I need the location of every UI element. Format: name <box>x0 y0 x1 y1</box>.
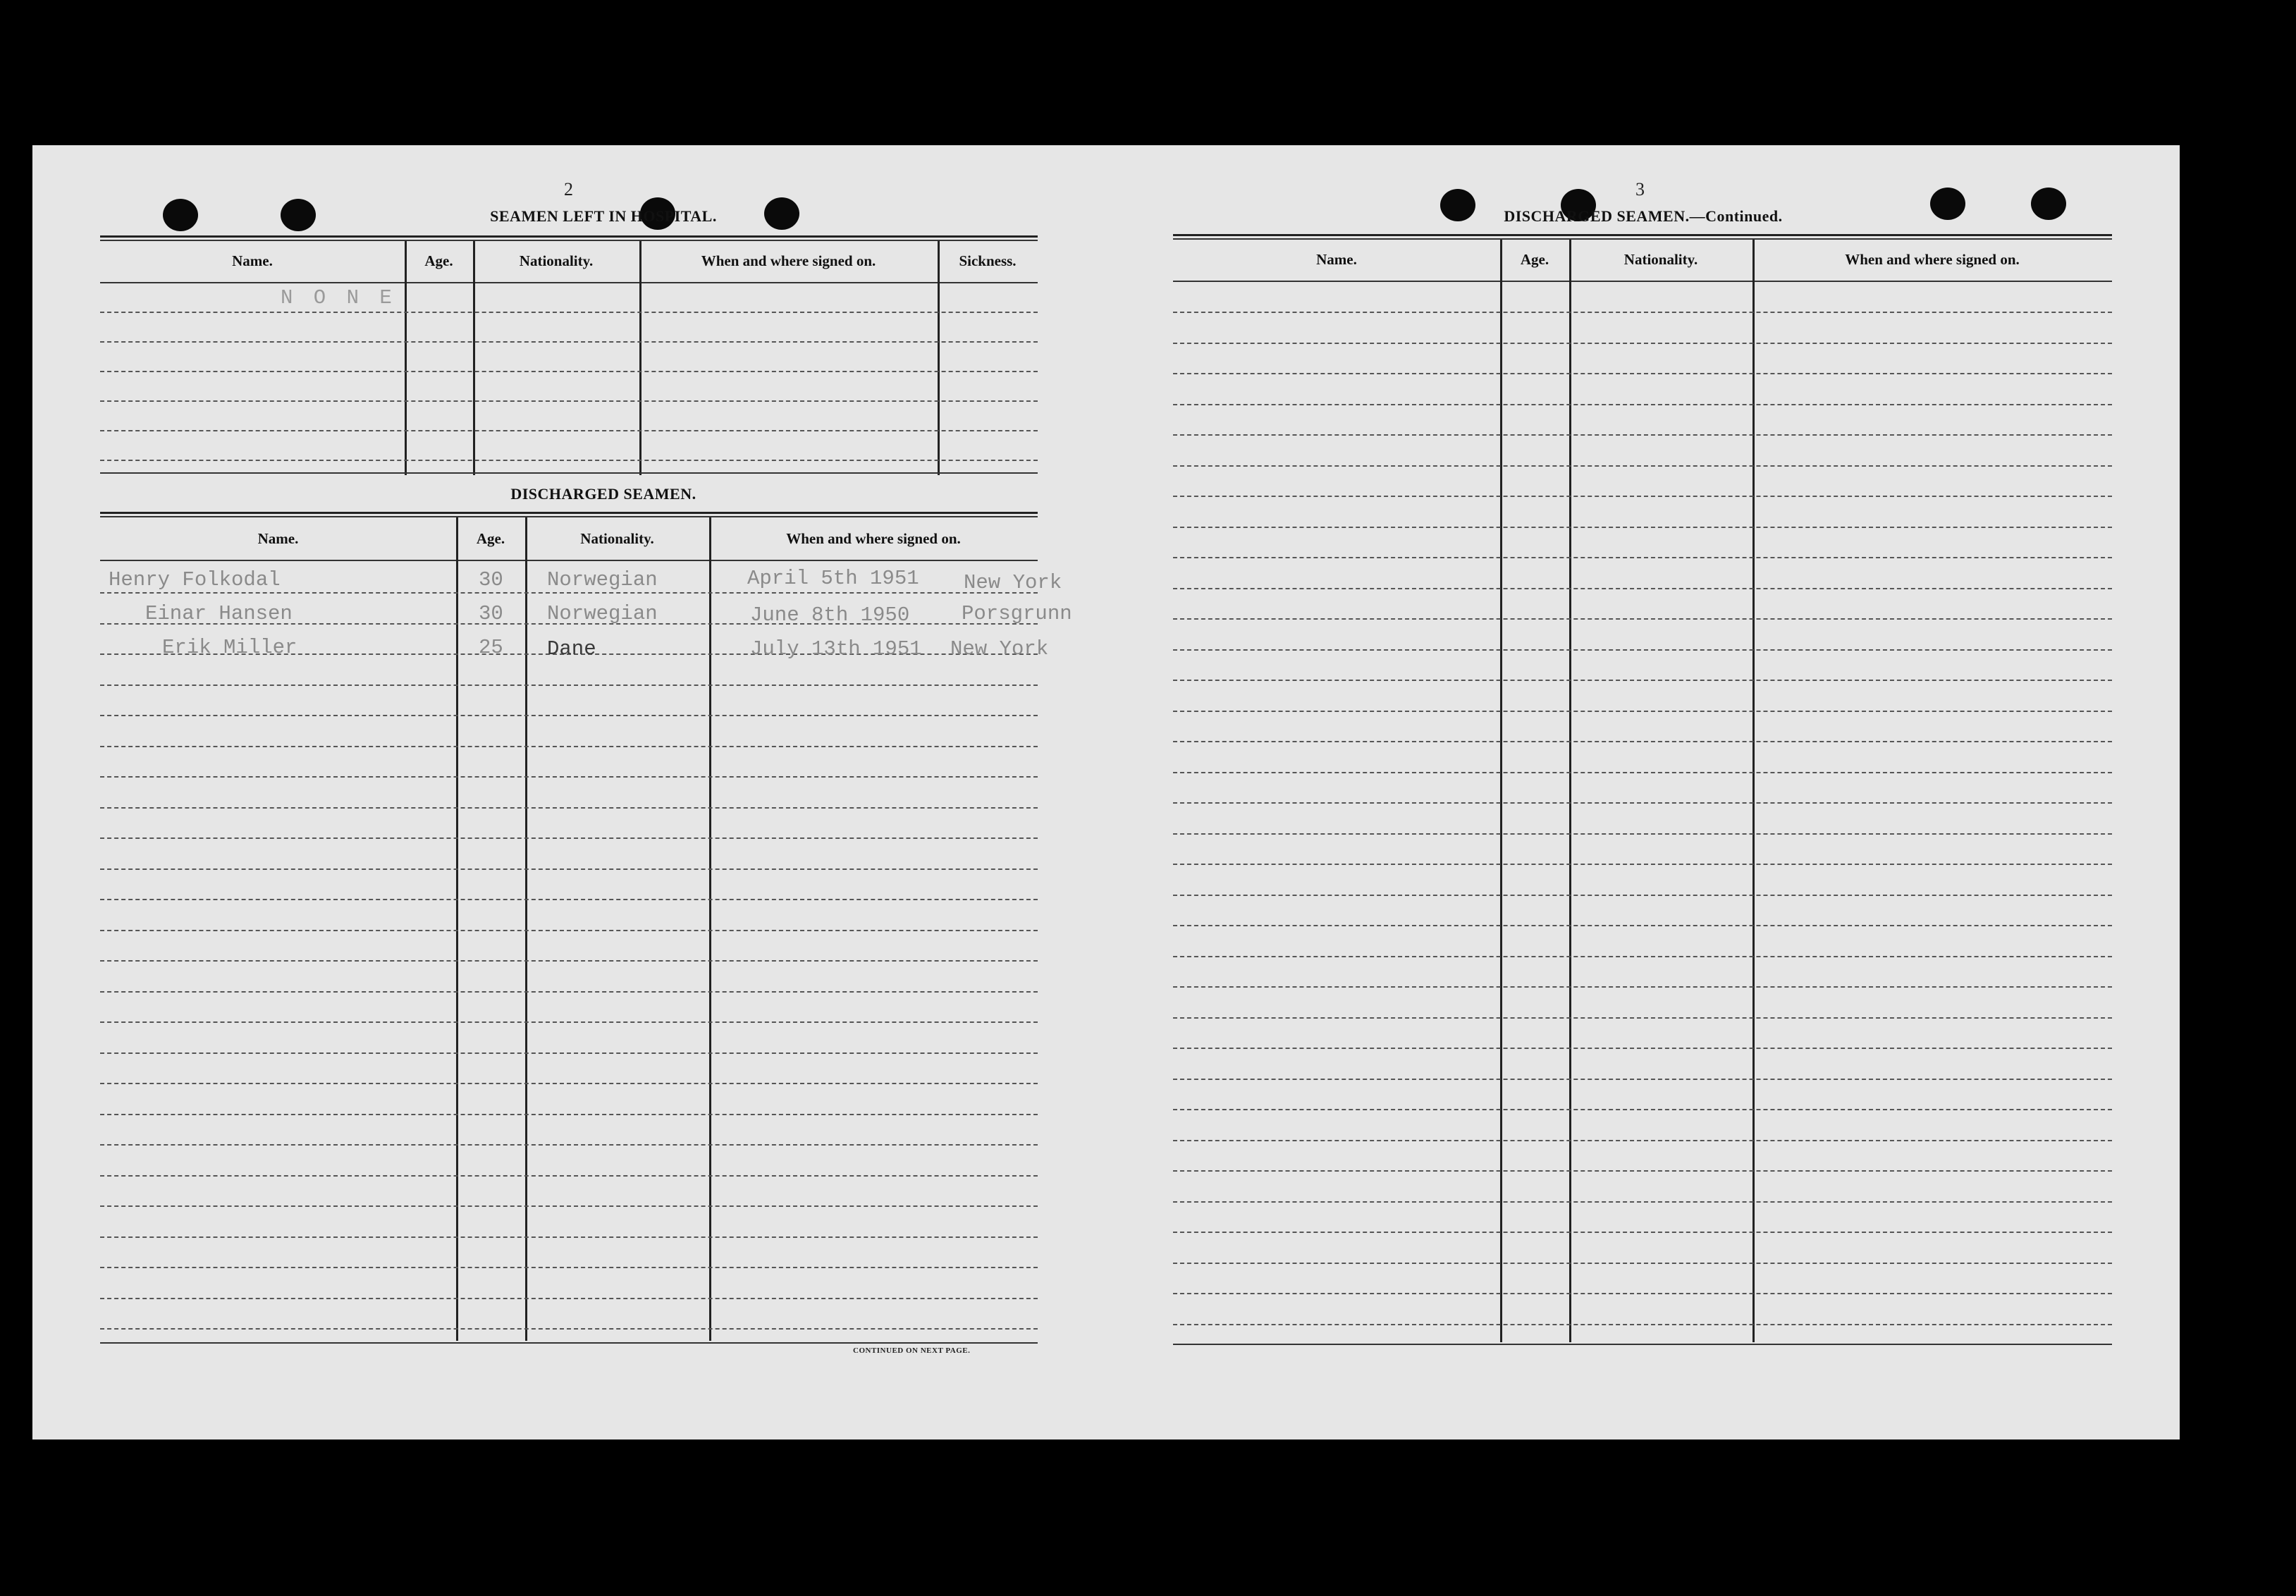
hospital-header-name: Name. <box>232 252 273 269</box>
ruled-line <box>100 1144 1038 1146</box>
ruled-line <box>100 715 1038 716</box>
ruled-line <box>1173 680 2112 681</box>
ruled-line <box>1173 1079 2112 1080</box>
signed-on-date: June 8th 1950 <box>750 603 910 627</box>
discharged-continued-table <box>1173 234 2112 1348</box>
ruled-line <box>1173 1170 2112 1172</box>
page-number-left: 2 <box>564 179 573 200</box>
ruled-line <box>100 685 1038 686</box>
ruled-line <box>1173 465 2112 467</box>
ruled-line <box>100 837 1038 839</box>
continued-note: CONTINUED ON NEXT PAGE. <box>853 1346 971 1355</box>
ruled-line <box>1173 404 2112 405</box>
seaman-age: 30 <box>479 568 503 591</box>
seaman-nationality: Norwegian <box>547 602 658 625</box>
ruled-line <box>1173 312 2112 313</box>
ruled-line <box>1173 557 2112 558</box>
hospital-section-title: SEAMEN LEFT IN HOSPITAL. <box>490 207 717 225</box>
ruled-line <box>100 1021 1038 1023</box>
ruled-line <box>1173 711 2112 712</box>
discharged-header-age: Age. <box>476 530 505 547</box>
discharged-header-nationality: Nationality. <box>580 530 654 547</box>
continued-section-title: DISCHARGED SEAMEN.—Continued. <box>1504 207 1783 225</box>
ruled-line <box>1173 1232 2112 1233</box>
seaman-name: Henry Folkodal <box>109 568 281 591</box>
ruled-line <box>100 1267 1038 1268</box>
hospital-header-sickness: Sickness. <box>959 252 1017 269</box>
scanned-document <box>32 145 2180 1440</box>
continued-header-age: Age. <box>1520 251 1549 268</box>
discharged-header-signed-on: When and where signed on. <box>786 530 961 547</box>
ruled-line <box>1173 925 2112 926</box>
ruled-line <box>1173 1140 2112 1141</box>
ruled-line <box>1173 772 2112 773</box>
ruled-line <box>100 1175 1038 1177</box>
ruled-line <box>1173 373 2112 374</box>
ruled-line <box>1173 434 2112 436</box>
ruled-line <box>100 930 1038 931</box>
signed-on-place: New York <box>950 637 1049 661</box>
page-number-right: 3 <box>1635 179 1645 200</box>
ruled-line <box>100 1205 1038 1207</box>
punch-hole <box>163 199 198 231</box>
signed-on-place: New York <box>964 571 1062 594</box>
signed-on-date: April 5th 1951 <box>747 567 919 590</box>
seaman-nationality: Norwegian <box>547 568 658 591</box>
punch-hole <box>1930 188 1965 220</box>
ruled-line <box>100 1328 1038 1330</box>
ruled-line <box>1173 618 2112 620</box>
ruled-line <box>1173 496 2112 497</box>
ruled-line <box>1173 588 2112 589</box>
ruled-line <box>1173 1293 2112 1294</box>
punch-hole <box>1440 189 1475 221</box>
ruled-line <box>1173 956 2112 957</box>
ruled-line <box>1173 864 2112 865</box>
continued-header-name: Name. <box>1316 251 1357 268</box>
ruled-line <box>100 1052 1038 1054</box>
ruled-line <box>100 592 1038 594</box>
signed-on-date: July 13th 1951 <box>750 637 922 661</box>
ruled-line <box>100 1236 1038 1238</box>
signed-on-place: Porsgrunn <box>962 602 1072 625</box>
seaman-name: Einar Hansen <box>145 602 293 625</box>
discharged-header-name: Name. <box>257 530 299 547</box>
hospital-header-signed-on: When and where signed on. <box>701 252 876 269</box>
continued-header-nationality: Nationality. <box>1623 251 1698 268</box>
ruled-line <box>100 960 1038 962</box>
punch-hole <box>2031 188 2066 220</box>
ruled-line <box>1173 649 2112 651</box>
ruled-line <box>1173 1324 2112 1325</box>
hospital-header-age: Age. <box>424 252 453 269</box>
ruled-line <box>1173 1109 2112 1110</box>
discharged-section-title: DISCHARGED SEAMEN. <box>510 485 696 503</box>
ruled-line <box>1173 895 2112 896</box>
seaman-nationality: Dane <box>547 637 596 661</box>
ruled-line <box>1173 1263 2112 1264</box>
ruled-line <box>100 776 1038 778</box>
ruled-line <box>100 868 1038 870</box>
ruled-line <box>1173 527 2112 528</box>
seaman-name: Erik Miller <box>162 636 297 659</box>
ruled-line <box>1173 802 2112 804</box>
ruled-line <box>100 1083 1038 1084</box>
ruled-line <box>100 1114 1038 1115</box>
ruled-line <box>100 991 1038 993</box>
hospital-none-entry: N O N E <box>281 286 396 309</box>
hospital-header-nationality: Nationality. <box>519 252 594 269</box>
ruled-line <box>1173 741 2112 742</box>
punch-hole <box>281 199 316 231</box>
ruled-line <box>1173 833 2112 835</box>
ruled-line <box>1173 1017 2112 1019</box>
continued-header-signed-on: When and where signed on. <box>1845 251 2020 268</box>
ruled-line <box>100 807 1038 809</box>
discharged-table <box>100 512 1072 1344</box>
ruled-line <box>100 1298 1038 1299</box>
seaman-age: 25 <box>479 636 503 659</box>
ruled-line <box>1173 986 2112 988</box>
ruled-line <box>100 899 1038 900</box>
ruled-line <box>100 746 1038 747</box>
ruled-line <box>1173 1201 2112 1203</box>
seaman-age: 30 <box>479 602 503 625</box>
ruled-line <box>1173 1048 2112 1049</box>
ruled-line <box>1173 343 2112 344</box>
